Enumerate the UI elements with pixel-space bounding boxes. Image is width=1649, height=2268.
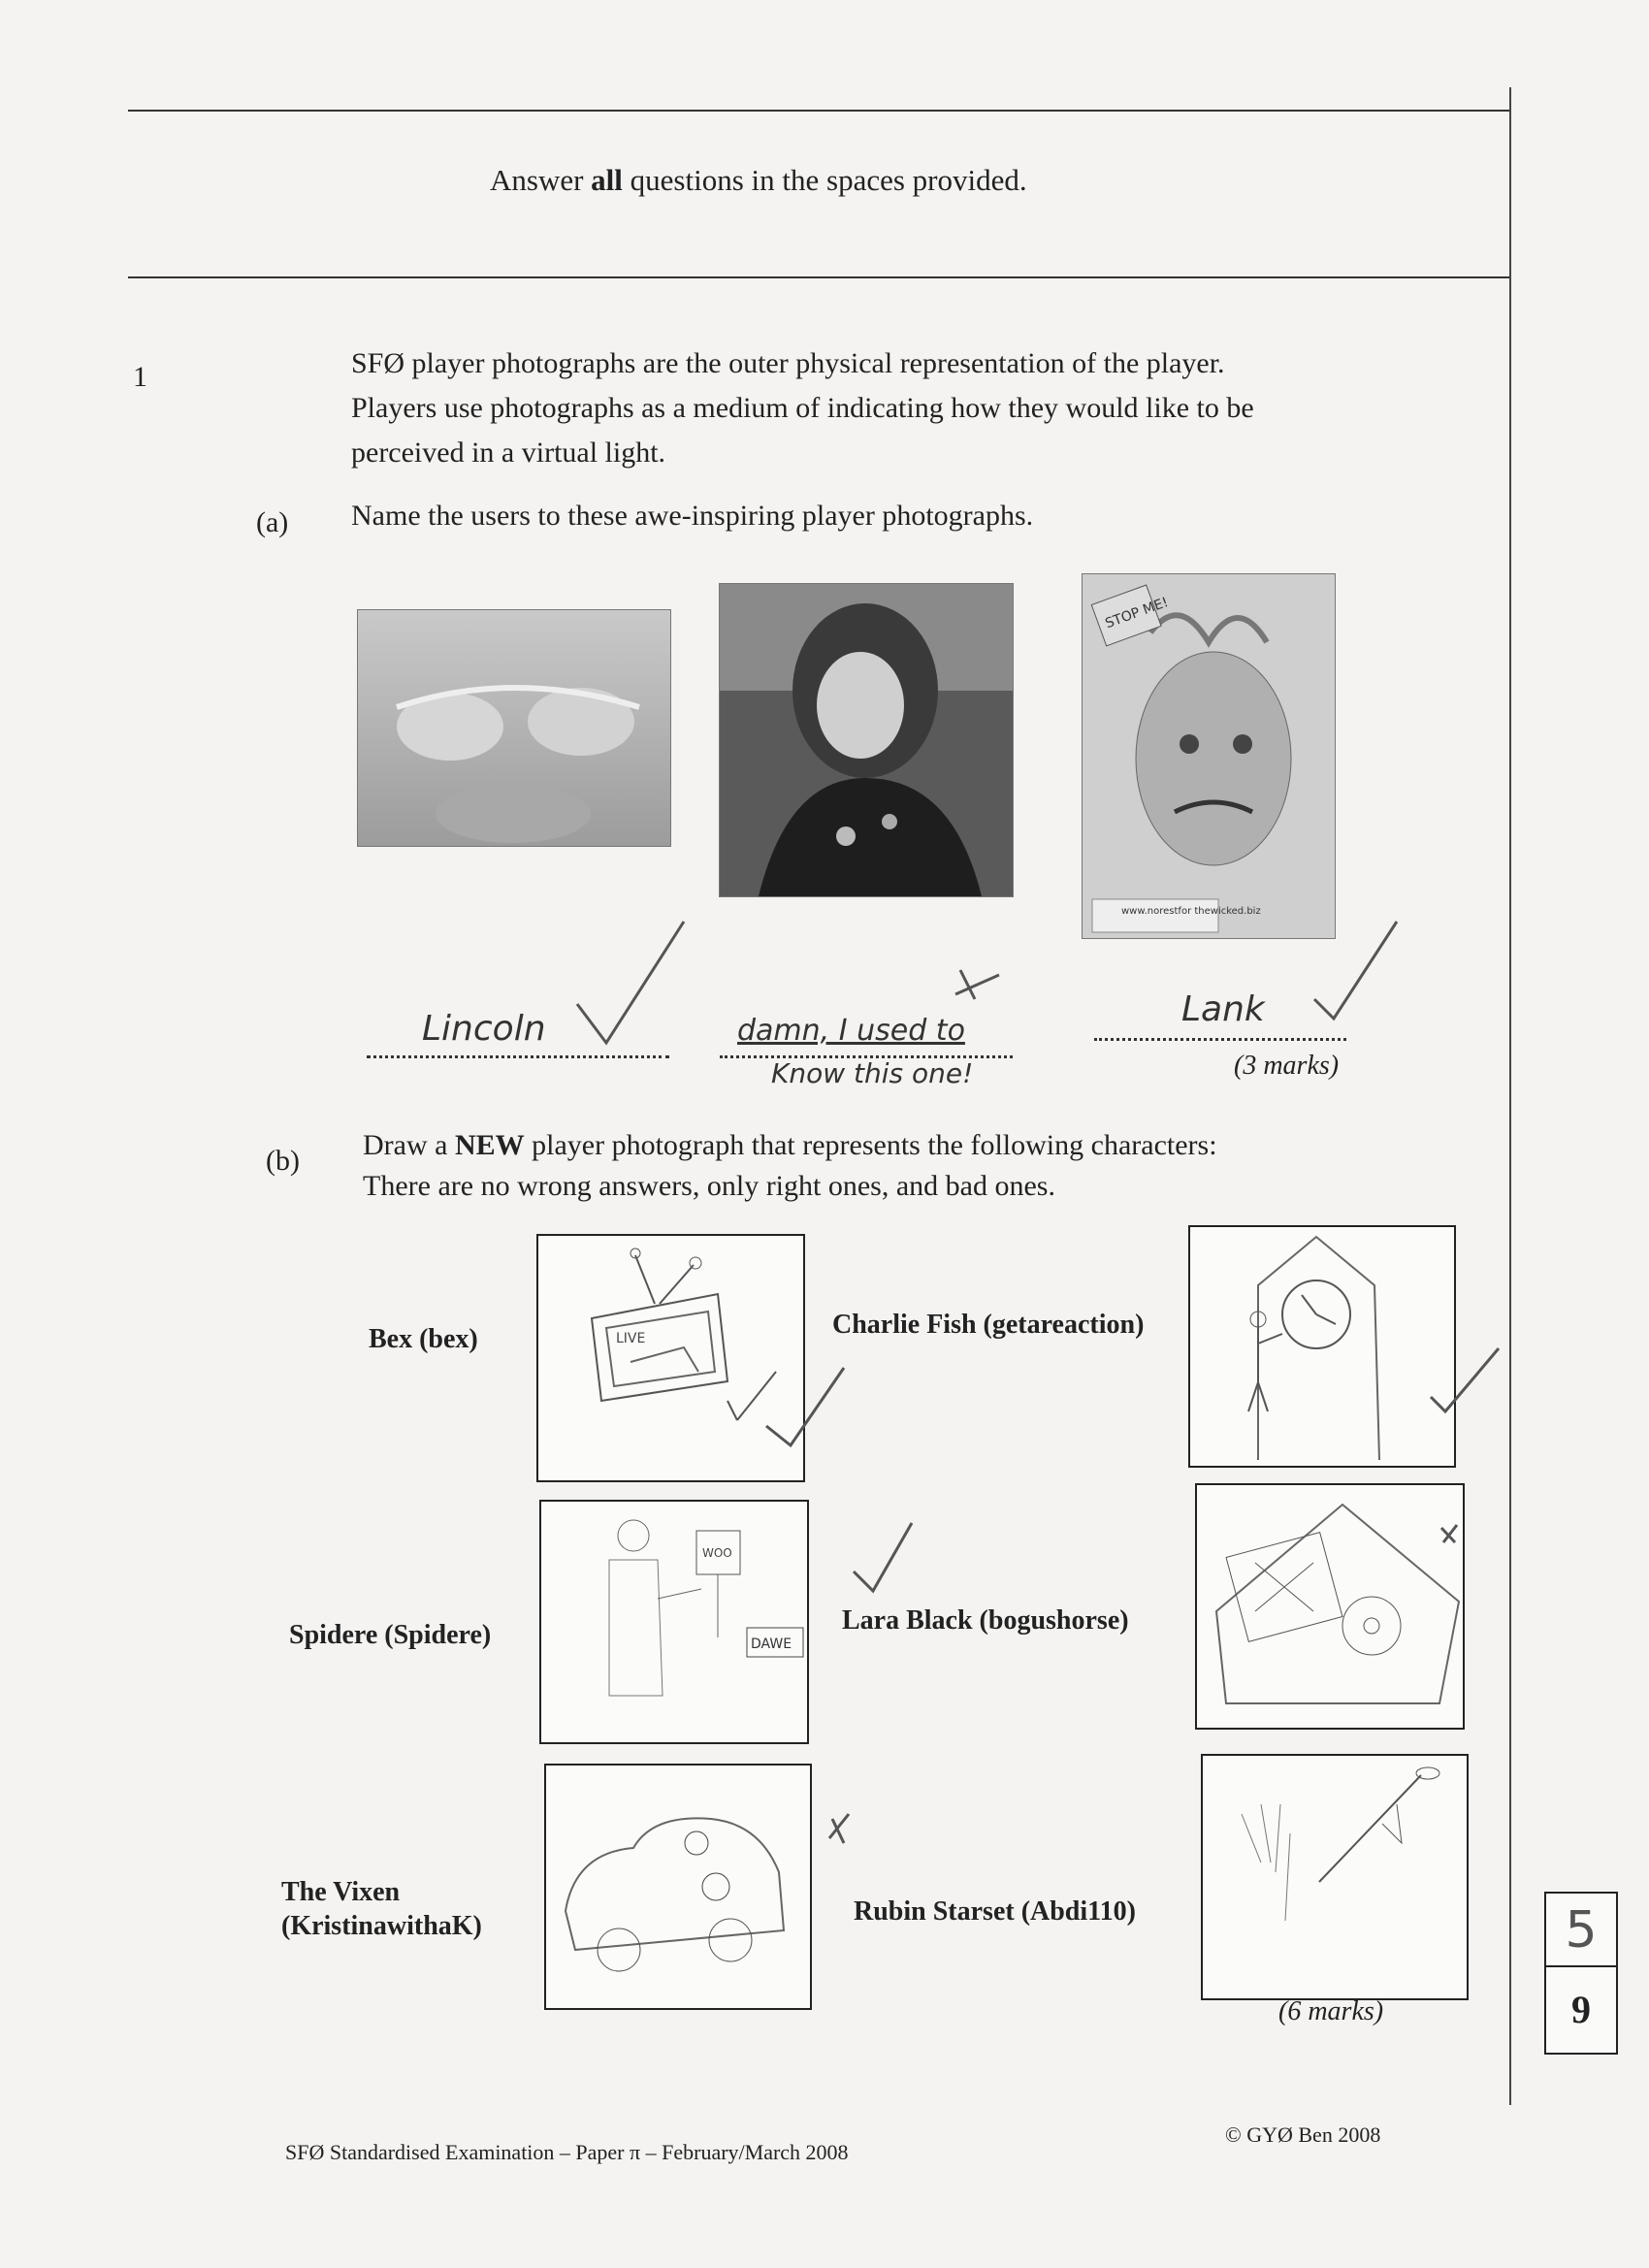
intro-line-2: Players use photographs as a medium of indicating how they would like to be: [351, 392, 1254, 424]
character-lara-black: Lara Black (bogushorse): [842, 1605, 1129, 1636]
score-box-top: [1544, 1892, 1618, 1969]
question-intro: [351, 341, 1254, 475]
tv-sketch: [538, 1236, 803, 1480]
person-sign-sketch: [541, 1502, 807, 1742]
intro-line-3: perceived in a virtual light.: [351, 437, 666, 469]
part-b-line-2: There are no wrong answers, only right ones, and bad ones.: [363, 1170, 1055, 1202]
question-number: 1: [133, 361, 147, 393]
person-sketch: [720, 584, 1013, 896]
tv-label: LIVE: [616, 1331, 646, 1346]
tick-mark-spidere: [854, 1523, 912, 1591]
photo-person: [719, 583, 1014, 897]
part-b-prompt: [363, 1125, 1217, 1207]
sign-text-1: WOO: [702, 1546, 732, 1560]
character-vixen-user: (KristinawithaK): [281, 1911, 482, 1941]
top-rule: [128, 110, 1511, 112]
drawing-box-vixen: [544, 1764, 812, 2010]
sign-text-2: DAWE: [751, 1636, 792, 1652]
answer-line-1: [367, 1055, 669, 1058]
score-box-bottom: [1544, 1965, 1618, 2055]
answer-line-3: [1094, 1038, 1346, 1041]
clocktower-sketch: [1190, 1227, 1454, 1466]
drawing-sketch: [1083, 574, 1335, 938]
intro-line-1: SFØ player photographs are the outer physical representation of the player.: [351, 347, 1225, 379]
drawing-box-charlie-fish: [1188, 1225, 1456, 1468]
part-b-marks: (6 marks): [1278, 1996, 1384, 2026]
answer-3: Lank: [1181, 989, 1265, 1029]
cross-mark-vixen: [829, 1814, 849, 1843]
instruction-line: [490, 163, 1027, 198]
drawing-box-bex: [536, 1234, 805, 1482]
right-border-line: [1509, 87, 1511, 2105]
header-bottom-rule: [128, 276, 1511, 278]
cross-mark-2: [955, 970, 999, 999]
rocket-sketch: [1203, 1756, 1467, 1998]
target-sketch: [1197, 1485, 1463, 1728]
instruction-bold: all: [591, 163, 623, 197]
tick-mark-1: [577, 922, 684, 1043]
character-spidere: Spidere (Spidere): [289, 1620, 492, 1650]
part-a-marks: (3 marks): [1234, 1051, 1340, 1081]
part-a-prompt: Name the users to these awe-inspiring player photographs.: [351, 500, 1034, 532]
drawing-box-lara-black: [1195, 1483, 1465, 1730]
prompt-prefix: Draw a: [363, 1129, 455, 1161]
character-vixen: The Vixen: [281, 1877, 401, 1907]
character-charlie-fish: Charlie Fish (getareaction): [832, 1310, 1145, 1340]
instruction-suffix: questions in the spaces provided.: [622, 163, 1027, 197]
part-b-label: (b): [266, 1145, 300, 1177]
part-a-label: (a): [256, 506, 289, 538]
drawing-box-rubin-starset: [1201, 1754, 1469, 2000]
photo-feet: [357, 609, 671, 847]
answer-2-note: Know this one!: [771, 1057, 974, 1089]
prompt-bold: NEW: [454, 1129, 525, 1161]
prompt-suffix: player photograph that represents the following characters:: [524, 1129, 1217, 1161]
character-bex: Bex (bex): [369, 1324, 478, 1354]
part-b-line-1: [363, 1125, 1217, 1166]
score-value-bottom: 9: [1571, 1988, 1591, 2031]
instruction-prefix: Answer: [490, 163, 592, 197]
car-sketch: [546, 1766, 810, 2008]
footer-left: SFØ Standardised Examination – Paper π – February/March 2008: [285, 2140, 849, 2164]
answer-1: Lincoln: [422, 1009, 546, 1049]
feet-sketch: [358, 610, 670, 846]
answer-2: damn, I used to: [737, 1014, 965, 1048]
score-value-top: 5: [1565, 1901, 1598, 1960]
photo-drawing: [1082, 573, 1336, 939]
footer-right: © GYØ Ben 2008: [1225, 2122, 1381, 2147]
character-rubin-starset: Rubin Starset (Abdi110): [854, 1896, 1136, 1927]
photo-sign-text: STOP ME!: [1103, 595, 1171, 632]
photo-caption: www.norestfor thewicked.biz: [1121, 906, 1261, 917]
drawing-box-spidere: [539, 1500, 809, 1744]
